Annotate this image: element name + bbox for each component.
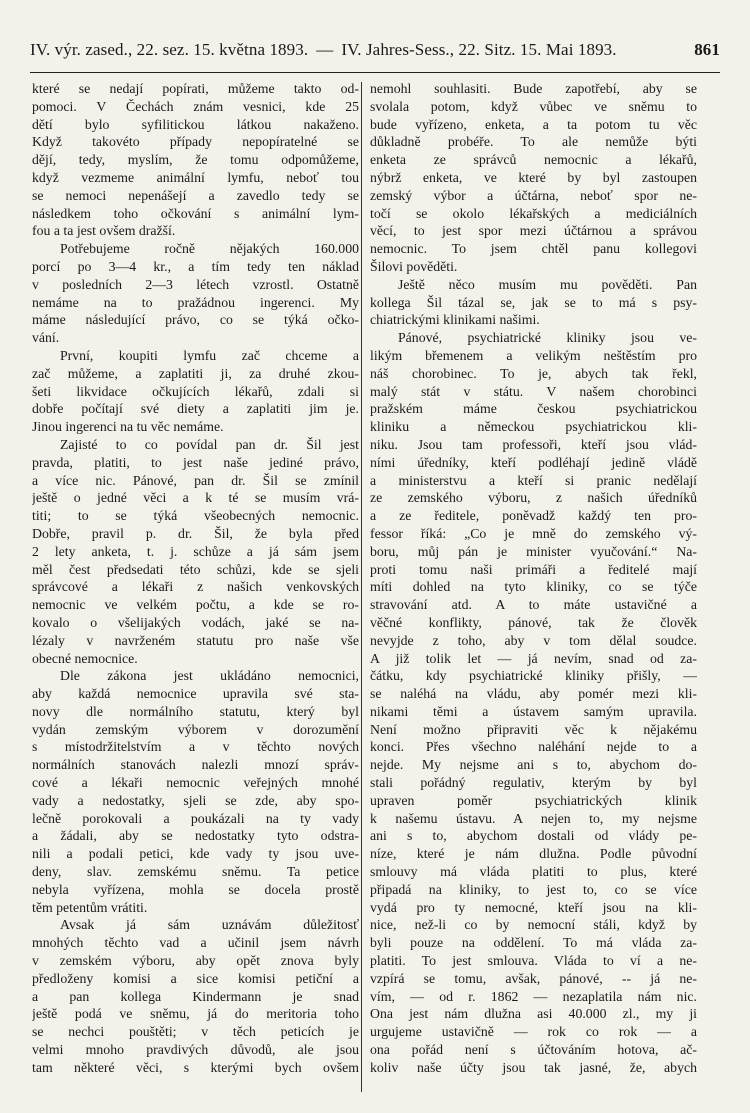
- text-line: pražském máme českou psychiatrickou: [370, 401, 697, 417]
- text-line: nebyla vyřízena, mohla se docela prostě: [32, 881, 359, 897]
- text-line: které se nedají popírati, můžeme takto od-: [32, 81, 359, 96]
- text-line: vydán zemským výborem v dorozumění: [32, 721, 359, 737]
- text-line: s místodržitelstvím a v těchto nových: [32, 739, 359, 755]
- text-line: Zajisté to co povídal pan dr. Šil jest: [60, 436, 359, 452]
- text-line: ními úředníky, kteří podléhají jedině vládě: [370, 454, 697, 470]
- text-line: šeti likvidace očkujících lékařů, zdali si: [32, 383, 359, 399]
- page-number: 861: [694, 40, 720, 59]
- text-line: Dle zákona jest ukládáno nemocnici,: [60, 668, 359, 684]
- text-line: nemáme na to pražádnou ingerenci. My: [32, 294, 359, 310]
- text-line: dějí, tedy, myslím, že tomu odpomůžeme,: [32, 152, 359, 168]
- text-line: nemohl souhlasiti. Bude zapotřebí, aby se: [370, 81, 697, 96]
- text-line: velmi mnoho pravdivých důvodů, ale jsou: [32, 1042, 359, 1058]
- text-line: Není možno připraviti věc k nějakému: [370, 721, 697, 737]
- text-line: proti tomu naši primáři a ředitelé mají: [370, 561, 697, 577]
- text-line: vání.: [32, 330, 60, 346]
- text-line: pravda, platiti, to jest naše jediné právo,: [32, 454, 359, 470]
- text-line: upraven poměr psychiatrických klinik: [370, 792, 697, 808]
- text-line: enketa ze správců nemocnic a lékařů,: [370, 152, 697, 168]
- text-line: 2 lety anketa, t. j. schůze a já sám jsem: [32, 543, 359, 559]
- text-line: novy dle normálního statutu, který byl: [32, 703, 359, 719]
- left-column: [32, 80, 359, 1077]
- text-line: aby každá nemocnice upravila své sta-: [32, 686, 359, 702]
- text-line: mnohých těchto vad a učinil jsem návrh: [32, 935, 359, 951]
- text-line: svolala potom, když vůbec ve sněmu to: [370, 98, 697, 114]
- text-line: se naléhá na vládu, aby pomér mezi kli-: [370, 686, 697, 702]
- header-czech: IV. výr. zased., 22. sez. 15. května 1893.: [30, 40, 309, 59]
- text-line: věčné konflikty, pánové, tak že člověk: [370, 614, 697, 630]
- text-line: pomoci. V Čechách znám vesnici, kde 25: [32, 98, 359, 114]
- text-line: Potřebujeme ročně nějakých 160.000: [60, 241, 359, 257]
- text-line: platiti. To jest smlouva. Vláda to ví a ne-: [370, 953, 697, 969]
- text-line: likým břemenem a velikým neštěstím pro: [370, 347, 697, 363]
- text-line: měl čest předsedati této schůzi, kde se sjeli: [32, 561, 359, 577]
- text-line: ona pořád není s účtováním hotova, ač-: [370, 1042, 697, 1058]
- text-line: a žádali, aby se nedostatky tyto odstra-: [32, 828, 359, 844]
- text-line: kovalo o všelijakých vodách, jaké se na-: [32, 614, 359, 630]
- text-line: nikami těmi a ústavem samým upravila.: [370, 703, 697, 719]
- text-line: chiatrickými klinikami našimi.: [370, 312, 540, 328]
- text-line: cové a lékaři nemocnic veřejných mnohé: [32, 775, 359, 791]
- text-line: následkem toho očkování s animální lym-: [32, 205, 359, 221]
- text-line: boru, můj pán je minister vyučování.“ Na-: [370, 543, 697, 559]
- text-line: normálních stanovách nalezli mnozí správ-: [32, 757, 359, 773]
- text-line: níze, které je nám dlužna. Podle původní: [370, 846, 697, 862]
- text-line: věcí, to jest spor mezi účtárnou a správou: [370, 223, 697, 239]
- text-line: byli pouze na oddělení. To má vláda za-: [370, 935, 697, 951]
- text-line: dobře počítají své diety a zaplatiti jim je.: [32, 401, 359, 417]
- text-line: koliv naše účty jsou tak jasné, že, abych: [370, 1059, 697, 1075]
- text-line: v zemském výboru, aby opět znova byly: [32, 953, 359, 969]
- text-line: bude vyřízeno, enketa, a ta potom tu věc: [370, 116, 697, 132]
- text-line: se nechci pouštěti; v těch peticích je: [32, 1024, 359, 1040]
- text-line: kliniku a německou psychiatrickou kli-: [370, 419, 697, 435]
- text-line: ještě podá ve sněmu, já do meritoria toho: [32, 1006, 359, 1022]
- text-line: lézaly v navrženém statutu pro naše vše: [32, 632, 359, 648]
- column-divider: [361, 82, 362, 1092]
- text-line: nevyjde z toho, aby v tom dělal soudce.: [370, 632, 697, 648]
- text-line: malý stát v státu. V našem chorobinci: [370, 383, 697, 399]
- text-line: máme následující právo, co se týká očko-: [32, 312, 359, 328]
- text-line: nemocnic. To jsem chtěl panu kollegovi: [370, 241, 697, 257]
- text-line: Ona jest nám dlužna asi 40.000 zl., my ji: [370, 1006, 697, 1022]
- text-line: titi; to se týká všeobecných nemocnic.: [32, 508, 359, 524]
- header-german: IV. Jahres-Sess., 22. Sitz. 15. Mai 1893.: [341, 40, 617, 59]
- text-line: Když takovéto případy nepopíratelné se: [32, 134, 359, 150]
- text-line: fessor říká: „Co je mně do zemského vý-: [370, 525, 697, 541]
- text-line: zač můžeme, a zaplatiti ji, za druhé zkou-: [32, 365, 359, 381]
- text-line: obecné nemocnice.: [32, 650, 138, 666]
- text-line: Ještě něco musím mu pověděti. Pan: [398, 276, 697, 292]
- text-line: čátku, kdy psychiatrické kliniky přišly, —: [370, 668, 697, 684]
- text-line: míti dohled na tyto kliniky, co se týče: [370, 579, 697, 595]
- text-line: Šilovi pověděti.: [370, 258, 458, 274]
- right-column: [370, 80, 697, 1077]
- text-line: ze zemského výboru, z našich úředníků: [370, 490, 697, 506]
- text-line: vydá pro ty nemocné, kteří jsou na kli-: [370, 899, 697, 915]
- text-line: Avsak já sám uznávám důležitosť: [60, 917, 359, 933]
- text-line: důkladně probéře. To ale nemůže býti: [370, 134, 697, 150]
- text-line: k našemu ústavu. A nejen to, my nejsme: [370, 810, 697, 826]
- text-line: ani s to, abychom dostali od vlády pe-: [370, 828, 697, 844]
- text-line: kollega Šil tázal se, jak se to má s psy-: [370, 294, 697, 310]
- text-line: fou a ta jest ovšem dražší.: [32, 223, 176, 239]
- text-line: lečně porokovali a poukázali na ty vady: [32, 810, 359, 826]
- text-line: když vezmeme animální lymfu, neboť tou: [32, 169, 359, 185]
- header-dash: —: [316, 40, 334, 59]
- text-line: točí se okolo lékařských a mediciálních: [370, 205, 697, 221]
- text-line: nemocnic ve velkém počtu, a kde se ro-: [32, 597, 359, 613]
- text-line: stali pořádný regulativ, kterým by byl: [370, 775, 697, 791]
- text-line: vady a nedostatky, sjeli se zde, aby spo-: [32, 792, 359, 808]
- text-line: deny, slav. zemskému sněmu. Ta petice: [32, 864, 359, 880]
- text-line: a pan kollega Kindermann je snad: [32, 988, 359, 1004]
- text-line: vzpírá se tomu, avšak, pánové, -- já ne-: [370, 970, 697, 986]
- text-line: konci. Přes všechno naléhání nejde to a: [370, 739, 697, 755]
- text-line: nejde. My nejsme ani s to, abychom do-: [370, 757, 697, 773]
- text-line: náš chorobinec. To je, abych tak řekl,: [370, 365, 697, 381]
- header-rule: [30, 72, 720, 73]
- text-line: stravování atd. A to máte ustavičné a: [370, 597, 697, 613]
- text-line: dětí bylo syfilitickou látkou nakaženo.: [32, 116, 359, 132]
- text-line: ještě o jedné věci a k té se musím vrá-: [32, 490, 359, 506]
- text-line: tam některé věci, s kterými bych ovšem: [32, 1059, 359, 1075]
- text-line: předloženy komisi a sice komisi petiční a: [32, 970, 359, 986]
- text-line: nýbrž enketa, ve které by byl zastoupen: [370, 169, 697, 185]
- text-line: správcové a lékaři z našich venkovských: [32, 579, 359, 595]
- text-line: a ze ředitele, poněvadž každý ten pro-: [370, 508, 697, 524]
- text-line: vím, — od r. 1862 — nezaplatila nám nic.: [370, 988, 697, 1004]
- text-line: Pánové, psychiatrické kliniky jsou ve-: [398, 330, 697, 346]
- text-line: zemský výbor a účtárna, neboť spor ne-: [370, 187, 697, 203]
- text-line: porcí po 3—4 kr., a tím tedy ten náklad: [32, 258, 359, 274]
- text-line: a více nic. Pánové, pan dr. Šil se zmínil: [32, 472, 359, 488]
- text-line: a ministerstvu a kteří si pranic nedělají: [370, 472, 697, 488]
- text-line: První, koupiti lymfu zač chceme a: [60, 347, 359, 363]
- text-line: niku. Jsou tam professoři, kteří jsou vlád-: [370, 436, 697, 452]
- text-line: připadá na kliniky, to jest to, co se více: [370, 881, 697, 897]
- text-line: Jinou ingerenci na tu věc nemáme.: [32, 419, 224, 435]
- text-line: těm petentům vrátiti.: [32, 899, 148, 915]
- text-line: nice, než-li co by nemocní stáli, když by: [370, 917, 697, 933]
- text-line: se nemoci nepenášejí a zavedlo tedy se: [32, 187, 359, 203]
- text-line: v posledních 2—3 létech vzrostl. Ostatně: [32, 276, 359, 292]
- text-line: Dobře, pravil p. dr. Šil, že byla před: [32, 525, 359, 541]
- running-header: [30, 40, 720, 60]
- text-line: urgujeme ustavičně — rok co rok — a: [370, 1024, 697, 1040]
- text-line: smlouvy má vláda platiti to plus, které: [370, 864, 697, 880]
- text-line: nili a podali petici, kde vady ty jsou uve-: [32, 846, 359, 862]
- text-line: A již tolik let — já nevím, snad od za-: [370, 650, 697, 666]
